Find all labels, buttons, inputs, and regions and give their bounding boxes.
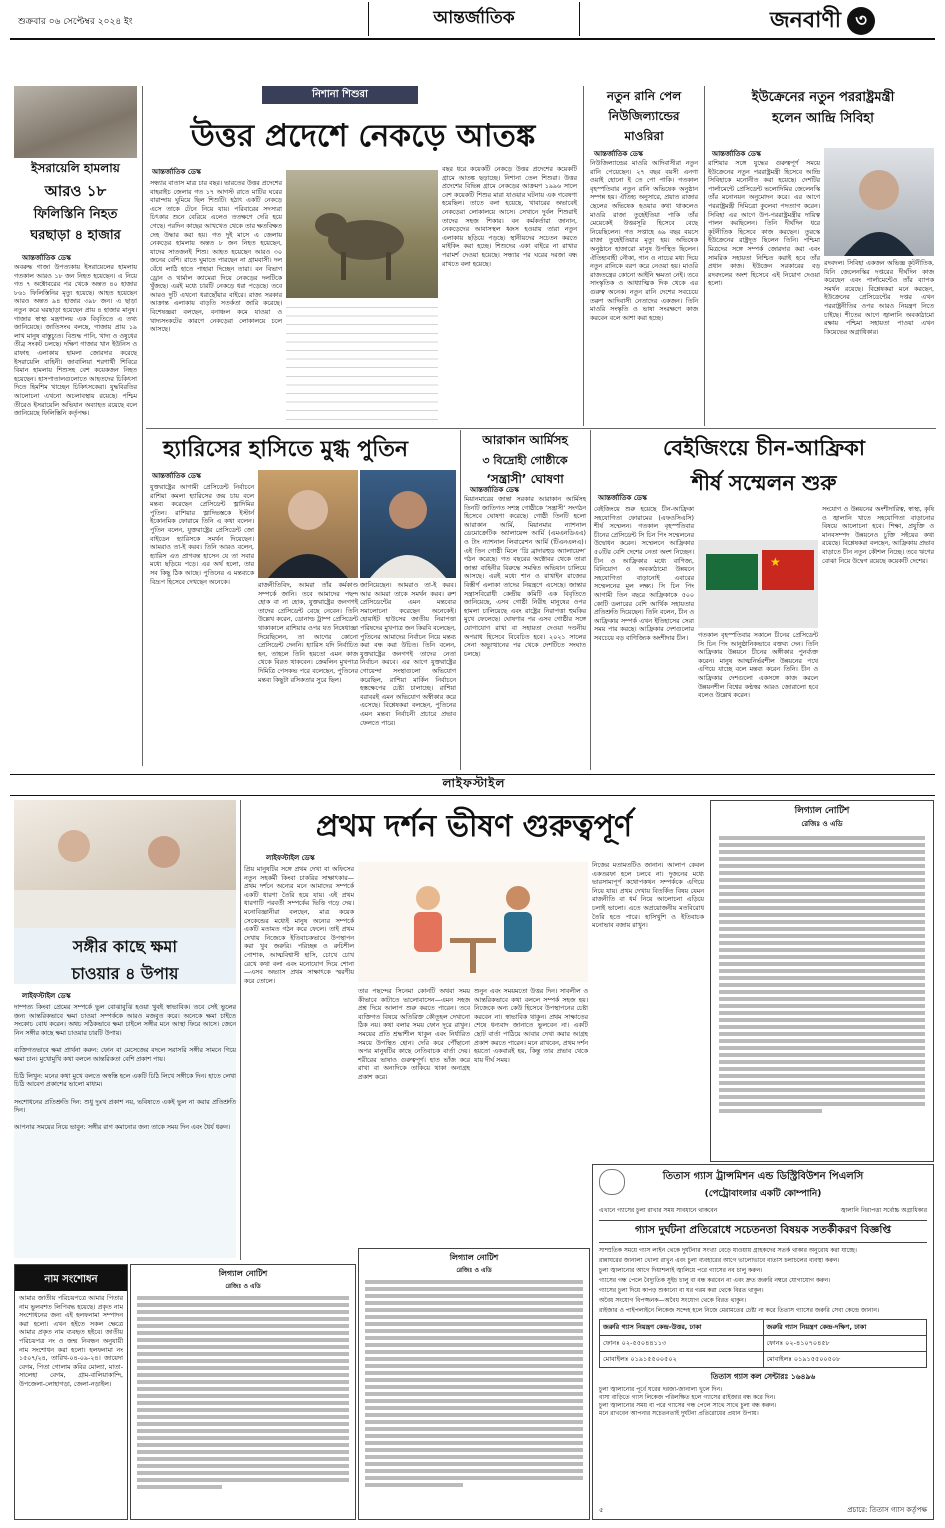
gas-company-sub: (পেট্রোবাংলার একটি কোম্পানি): [704, 1189, 822, 1199]
gas-point: চুলা জ্বালানোর আগে দিয়াশলাই জ্বালিয়ে পরে গ্যাসের নব চালু করুন।: [599, 1267, 763, 1274]
legal-notice-2-title: লিগ্যাল নোটিশ: [218, 1269, 268, 1278]
story1-headline-d: ঘরছাড়া ৪ হাজার: [30, 228, 121, 243]
col-divider-5: [590, 430, 591, 770]
col-divider-1: [142, 86, 143, 766]
gas-hotline: তিতাস গ্যাস কল সেন্টারঃ ১৬৪৯৬: [710, 1372, 816, 1381]
wolf-illustration: [286, 170, 438, 298]
masthead-logo: [770, 6, 930, 36]
story3-headline-b: নিউজিল্যান্ডের: [608, 109, 680, 123]
gas-contact-table: [599, 1319, 927, 1368]
name-correction-body: আমার জাতীয় পরিচয়পত্রে আমার পিতার নাম ভুলবশত লিপিবদ্ধ হয়েছে। প্রকৃত নাম সংশোধনের জন্য এই হলফনামা সম্পাদন করা হলো। এখন হইতে সকল ক্ষেত্রে আমার প্রকৃত নাম ব্যবহৃত হইবে। জাতীয় পরিচয়পত্র নং ও জন্ম নিবন্ধন অনুযায়ী নাম সংশোধন করা হলো। হলফনামা নং ১৫০৭/২৪, তারিখ-০৪-০৯-২৪। জায়েদা বেগম, পিতা গোলাম কবির মোল্যা, মাতা-সালেহা বেগম, গ্রাম-বালিয়াকান্দি, উপজেলা-লোহাগড়া, জেলা-নড়াইল।: [19, 1295, 126, 1388]
story1-headline-c: ফিলিস্তিনি নিহত: [33, 207, 118, 222]
story1-headline-b: আরও ১৮: [44, 182, 107, 200]
story2-body: সন্ধ্যার বাতাস মাত্র চার বছর। ভারতের উত্তর প্রদেশের বাহরাইচ জেলার গত ১৭ আগস্ট রাতে মাটির ঘরের বারান্দায় ঘুমিয়ে ছিল শিশুটি। হঠাৎ একটি নেকড়ে এসে তাকে টেনে নিয়ে যায়। পরিবারের সদস্যরা চিৎকার শুনে বেরিয়ে এলেও ততক্ষণে দেরি হয়ে গেছে। পরদিন কাছের আখখেত থেকে তার ক্ষতবিক্ষত দেহ উদ্ধার করা হয়। গত দুই মাসে এ জেলায় নেকড়ের হামলায় অন্তত ৮ জন নিহত হয়েছেন, যাদের সাতজনই শিশু। আহত হয়েছেন আরও ৩০ জনের বেশি। রাতে ঘুমাতে পারছেন না গ্রামবাসী। দল বেঁধে লাঠি হাতে পাহারা দিচ্ছেন তারা। বন বিভাগ ড্রোন ও থার্মাল ক্যামেরা দিয়ে নেকড়ের দলটিকে খুঁজছে। এরই মধ্যে চারটি নেকড়ে ধরা পড়েছে। তবে আরও দুটি এখনো ধরাছোঁয়ার বাইরে। রাজ্য সরকার আক্রান্ত এলাকায় বাড়তি সতর্কতা জারি করেছে। বিশেষজ্ঞরা বলছেন, বনাঞ্চল কমে যাওয়া ও খাদ্যসংকটের কারণে নেকড়েরা লোকালয়ে চলে আসছে।: [150, 180, 285, 334]
col-divider-2: [583, 86, 584, 426]
flags-illustration: [698, 540, 818, 628]
story2-headline: উত্তর প্রদেশে নেকড়ে আতঙ্ক: [190, 118, 536, 154]
gas-left-note: এখানে গ্যাসের চুলা রাখার সময় সাবধানে থাকবেন: [599, 1207, 718, 1214]
gaza-photo: [14, 86, 137, 158]
story7-headline-b: শীর্ষ সম্মেলন শুরু: [691, 471, 837, 495]
gas-ref: ৫: [599, 1506, 604, 1514]
gas-footer: প্রচারে: তিতাস গ্যাস কর্তৃপক্ষ: [847, 1506, 927, 1514]
story2-byline: আন্তর্জাতিক ডেস্ক: [152, 168, 201, 176]
wolf-photo: [286, 170, 438, 298]
name-correction-title: নাম সংশোধন: [44, 1274, 98, 1285]
story3-body: নিউজিল্যান্ডের মাওরি আদিবাসীরা নতুন রানি পেয়েছেন। ২৭ বছর বয়সী এনগা ওয়াই হোনো ই তে পো পাকি। গতকাল বৃহস্পতিবার নতুন রানি অভিষেক অনুষ্ঠান সম্পন্ন হয়। ঐতিহ্য অনুসারে, প্রয়াত রাজার ছেলের অভিষেক হওয়ার কথা থাকলেও মাওরি রাজা তুহেইতিয়া পাকি তাঁর মেয়েকেই উত্তরসূরি হিসেবে বেছে নিয়েছিলেন। গত সপ্তাহে ৬৯ বছর বয়সে রাজা তুহেইতিয়ার মৃত্যু হয়। অভিষেক অনুষ্ঠানে হাজারো মানুষ উপস্থিত ছিলেন। ঐতিহ্যবাহী নৌকা, গান ও নাচের মধ্য দিয়ে নতুন রানিকে বরণ করে নেওয়া হয়। মাওরি রাজতন্ত্রের কোনো আইনি ক্ষমতা নেই। তবে সাংস্কৃতিক ও আধ্যাত্মিক দিক থেকে এর গুরুত্ব অনেক। নতুন রানি দেশের সবচেয়ে তরুণ আদিবাসী নেতাদের একজন। তিনি মাওরি সংস্কৃতি ও ভাষা সংরক্ষণে কাজ করবেন বলে আশা করা হচ্ছে।: [590, 160, 701, 322]
section-label: [368, 2, 580, 36]
story8-body: দাম্পত্য কিংবা প্রেমের সম্পর্কে ভুল বোঝাবুঝি হওয়া খুবই স্বাভাবিক। তবে সেই ভুলের জন্য আন্তরিকভাবে ক্ষমা চাওয়া সম্পর্ককে আরও মজবুত করে। অনেকে ক্ষমা চাইতে সংকোচ বোধ করেন। অথচ সঠিকভাবে ক্ষমা চাইলে সঙ্গীর মনে আস্থা ফিরে আসে। জেনে নিন সঙ্গীর কাছে ক্ষমা চাওয়ার চারটি উপায়। ব্যক্তিগতভাবে ক্ষমা প্রার্থনা করুন: ফোন বা মেসেজের বদলে সরাসরি সঙ্গীর সামনে গিয়ে ক্ষমা চান। মুখোমুখি কথা বললে আন্তরিকতা বেশি প্রকাশ পায়। চিঠি লিখুন: মনের কথা মুখে বলতে অস্বস্তি হলে একটি চিঠি লিখে সঙ্গীকে দিন। হাতে লেখা চিঠি আবেগ প্রকাশের ভালো মাধ্যম। সংশোধনের প্রতিশ্রুতি দিন: শুধু দুঃখ প্রকাশ নয়, ভবিষ্যতে একই ভুল না করার প্রতিশ্রুতি দিন। আপনার সময়ের নিয়ে ভাবুন: সঙ্গীর রাগ কমানোর জন্য তাকে সময় দিন এবং ধৈর্য ধরুন।: [14, 1004, 236, 1258]
lifestyle-section-title: লাইফস্টাইল: [442, 776, 506, 790]
story5-body3: জানিয়েছেন। আমরাও তা-ই করব। আর আমরা তাকে সমর্থন করব। রুশ প্রেসিডেন্টের এমন মন্তব্যের সমালোচনা করেছেন অনেকেই। হোয়াইট হাউসের জাতীয় নিরাপত্তা পরিষদের মুখপাত্র জন কিরবি বলেছেন, পুতিনের আমাদের নির্বাচন নিয়ে মন্তব্য করা বন্ধ করা উচিত। তিনি বলেন, যুক্তরাষ্ট্রের জনগণই তাদের নেতা নির্বাচন করবে। এর আগে যুক্তরাষ্ট্রের গোয়েন্দা সংস্থাগুলো অভিযোগ করেছিল, রাশিয়া মার্কিন নির্বাচনে হস্তক্ষেপের চেষ্টা চালাচ্ছে। রাশিয়া বরাবরই এমন অভিযোগ অস্বীকার করে এসেছে। বিশ্লেষকরা বলছেন, পুতিনের এমন মন্তব্য নির্বাচনী প্রচারে প্রভাব ফেলতে পারে।: [360, 582, 459, 727]
story6-headline-c: ‘সন্ত্রাসী’ ঘোষণা: [486, 472, 564, 486]
gas-table-row: [600, 1335, 926, 1351]
cafe-couple-illustration: [358, 862, 588, 982]
gas-points: [599, 1247, 927, 1315]
name-correction: [14, 1264, 128, 1520]
page-number-badge: [847, 7, 875, 35]
story6-headline-a: আরাকান আর্মিসহ: [482, 433, 568, 447]
story2-body2: বছর ধরে কয়েকটি নেকড়ে উত্তর প্রদেশের কয়েকটি গ্রামে আতঙ্ক ছড়াচ্ছে। নিশানা তেল শিশুরা। উত্তর প্রদেশের বিভিন্ন গ্রামে নেকড়ের আক্রমণ ১৯৯৬ সালে বেশ কয়েকটি শিশুর মারা যাওয়ার ঘটনায় এক গবেষণা হয়েছিল। তাতে বলা হয়েছে, খাবারের অভাবেই নেকড়েরা লোকালয়ে আসে। সেখানে দুর্বল শিশুরাই তাদের সহজ শিকার। বন কর্মকর্তারা জানান, নেকড়েদের আবাসস্থল ধ্বংস হওয়ায় তারা নতুন এলাকায় ছড়িয়ে পড়ছে। স্থানীয়দের সচেতন করতে মাইকিং করা হচ্ছে। শিশুদের একা বাইরে না রাখার পরামর্শ দেওয়া হয়েছে। সন্ধ্যার পর ঘরের দরজা বন্ধ রাখতে বলা হয়েছে।: [442, 166, 580, 268]
legal-notice-3-text: [365, 1280, 583, 1487]
story1-body: অবরুদ্ধ গাজা উপত্যকায় ইসরায়েলের হামলায় গতকাল আরও ১৮ জন নিহত হয়েছেন। এ নিয়ে গত ৭ অক্টোবরের পর থেকে অন্তত ৪০ হাজার ৮৬১ ফিলিস্তিনির মৃত্যু হয়েছে। আহত হয়েছেন আরও অন্তত ৯৪ হাজার ৩৯৮ জন। এ ছাড়া নতুন করে ঘরছাড়া হয়েছেন প্রায় ৪ হাজার মানুষ। গাজার স্বাস্থ্য মন্ত্রণালয় এক বিবৃতিতে এ তথ্য জানিয়েছে। জাতিসংঘ বলছে, গাজায় প্রায় ১৯ লাখ মানুষ বাস্তুচ্যুত। বিশুদ্ধ পানি, খাদ্য ও ওষুধের তীব্র সংকট চলছে। দক্ষিণ গাজার খান ইউনিস ও রাফাহ এলাকায় হামলা জোরদার করেছে ইসরায়েলি বাহিনী। জাবালিয়া শরণার্থী শিবিরে বিমান হামলায় শিশুসহ বেশ কয়েকজন নিহত হয়েছেন। হাসপাতালগুলোতে আহতদের চিকিৎসা দিতে হিমশিম খাচ্ছেন চিকিৎসকেরা। যুদ্ধবিরতির আলোচনা এখনো অচলাবস্থায় রয়েছে। পশ্চিম তীরেও ইসরায়েলি অভিযান অব্যাহত রয়েছে বলে জানিয়েছে ফিলিস্তিনি কর্তৃপক্ষ।: [14, 264, 140, 418]
gas-table-cell: ফোনঃ ০২-৪১০৭০৪৫৮: [763, 1336, 927, 1351]
harris-photo: [360, 470, 456, 578]
story4-headline-b: হলেন আন্দ্রি সিবিহা: [772, 111, 874, 126]
rule-mid-1: [146, 428, 936, 429]
gas-table-cell: ফোনঃ ০২-৫৫০৪৪১১৩: [603, 1339, 667, 1347]
story3-headline-a: নতুন রানি পেল: [606, 89, 682, 103]
story2-kicker: নিশানা শিশুরা: [312, 88, 368, 100]
gas-tail-point: চুলা জ্বালানোর সময় বা পরে গ্যাসের গন্ধ পেলে সাথে সাথে চুলা বন্ধ করুন।: [599, 1402, 777, 1409]
gas-point: রাইজার ও পাইপলাইনে লিকেজ সন্দেহ হলে নিজে মেরামতের চেষ্টা না করে তিতাস গ্যাসের জরুরি সেবা কেন্দ্রে জানান।: [599, 1307, 880, 1314]
col-divider-3: [704, 86, 705, 426]
gas-point: গ্যাসের চুলা দিয়ে কাপড় শুকানো বা ঘর গরম করা থেকে বিরত থাকুন।: [599, 1287, 764, 1294]
story5-body: যুক্তরাষ্ট্রের আগামী প্রেসিডেন্ট নির্বাচনে রাশিয়া কমলা হ্যারিসের জয় চায় বলে মন্তব্য করেছেন প্রেসিডেন্ট ভ্লাদিমির পুতিন। রাশিয়ার ভ্লাদিভস্তকে ইস্টার্ন ইকোনমিক ফোরামে তিনি এ কথা বলেন। পুতিন বলেন, যুক্তরাষ্ট্রের প্রেসিডেন্ট জো বাইডেন হ্যারিসকে সমর্থন দিয়েছেন। আমরাও তা-ই করব। তিনি আরও বলেন, হ্যারিস এত প্রাণবন্ত হাসেন যে তা সবার মধ্যে ছড়িয়ে পড়ে। এর অর্থ হলো, তার সব কিছু ঠিক আছে। পুতিনের এ মন্তব্যকে বিদ্রূপ হিসেবে দেখছেন অনেকে।: [150, 484, 257, 586]
story6-headline: [464, 432, 586, 491]
legal-notice-1-subtitle: রেজিঃ ও এডি: [801, 820, 843, 828]
story1-headline-a: ইসরায়েলি হামলায়: [31, 161, 120, 175]
story7-body3: সংযোগ ও উন্নয়নের অংশীদারিত্ব, স্বাস্থ্য, কৃষি ও জ্বালানি খাতে সহযোগিতা বাড়ানোর বিষয়ে আলোচনা হবে। শিক্ষা, প্রযুক্তি ও মানবসম্পদ উন্নয়নেও চুক্তি সইয়ের কথা রয়েছে। বিশ্লেষকরা বলছেন, আফ্রিকায় প্রভাব বাড়াতে চীন নতুন কৌশল নিচ্ছে। তবে ঋণের বোঝা নিয়ে উদ্বেগ রয়েছে কয়েকটি দেশের।: [822, 506, 937, 565]
legal-notice-3-title: লিগ্যাল নোটিশ: [449, 1253, 499, 1262]
col-divider-6: [240, 800, 241, 1260]
story4-body2: রদবদল। সিবিহা একজন অভিজ্ঞ কূটনীতিক, যিনি জেলেনস্কির দপ্তরের দীর্ঘদিন কাজ করেছেন এবং পার্লামেন্টেও তাঁর ব্যাপক সমর্থন রয়েছে। বিশ্লেষকরা মনে করছেন, ইউক্রেনের প্রেসিডেন্টের দপ্তর এখন পররাষ্ট্রনীতির ওপর আরও নিয়ন্ত্রণ নিতে চাইছে। শীতের আগে জ্বালানি অবকাঠামো রক্ষায় পশ্চিমা সহায়তা পাওয়া এখন কিয়েভের অগ্রাধিকার।: [824, 260, 937, 336]
story4-byline: আন্তর্জাতিক ডেস্ক: [712, 150, 761, 158]
svg-text:★: ★: [770, 555, 781, 569]
story6-body: মিয়ানমারের জান্তা সরকার আরাকান আর্মিসহ তিনটি জাতিগত সশস্ত্র গোষ্ঠীকে ‘সন্ত্রাসী’ সংগঠন হিসেবে ঘোষণা করেছে। গোষ্ঠী তিনটি হলো আরাকান আর্মি, মিয়ানমার ন্যাশনাল ডেমোক্রেটিক অ্যালায়েন্স আর্মি (এমএনডিএএ) ও টাং ন্যাশনাল লিবারেশন আর্মি (টিএনএলএ)। এই তিন গোষ্ঠী মিলে ‘থ্রি ব্রাদারহুড অ্যালায়েন্স’ গঠন করেছে। গত বছরের অক্টোবর থেকে তারা জান্তা বাহিনীর বিরুদ্ধে সমন্বিত অভিযান চালিয়ে আসছে। এরই মধ্যে শান ও রাখাইন রাজ্যের বিস্তীর্ণ এলাকা তাদের নিয়ন্ত্রণে এসেছে। জান্তার সন্ত্রাসবিরোধী কেন্দ্রীয় কমিটি এক বিবৃতিতে জানিয়েছে, এসব গোষ্ঠী নিরীহ মানুষের ওপর হামলা চালিয়েছে এবং রাষ্ট্রের নিরাপত্তা হুমকির মুখে ফেলেছে। ঘোষণার পর এসব গোষ্ঠীর সঙ্গে যোগাযোগ রাখা বা সহায়তা দেওয়া দণ্ডনীয় অপরাধ হিসেবে বিবেচিত হবে। ২০২১ সালের সেনা অভ্যুত্থানের পর থেকে দেশটিতে সংঘাত চলছে।: [464, 496, 589, 658]
story4-headline: [708, 88, 938, 130]
couple-photo: [14, 800, 236, 928]
couple-illustration: [14, 800, 236, 928]
story7-body2: গতকাল বৃহস্পতিবার সকালে চীনের প্রেসিডেন্ট সি চিন পিং আনুষ্ঠানিকভাবে বক্তব্য দেন। তিনি আফ্রিকার উন্নয়নে চীনের অঙ্গীকার পুনর্ব্যক্ত করেন। মানুষ আত্মনির্ভরশীল উন্নয়নের পথে এগিয়ে যাচ্ছে বলে মন্তব্য করেন তিনি। চীন ও আফ্রিকার দেশগুলো একসঙ্গে কাজ করলে উন্নয়নশীল বিশ্বের কণ্ঠস্বর আরও জোরালো হবে বলেও উল্লেখ করেন।: [698, 632, 821, 700]
putin-photo: [258, 470, 358, 578]
gas-point: গ্যাসের গন্ধ পেলে বৈদ্যুতিক সুইচ চালু বা বন্ধ করবেন না এবং দ্রুত জরুরি নম্বরে যোগাযোগ করুন।: [599, 1277, 831, 1284]
story2-body-continue: [286, 302, 438, 420]
masthead-rule: [10, 38, 935, 40]
lifestyle-band: [14, 777, 934, 793]
story5-byline: আন্তর্জাতিক ডেস্ক: [152, 472, 201, 480]
story6-byline: আন্তর্জাতিক ডেস্ক: [470, 486, 519, 494]
gas-tail-point: চুলা জ্বালানোর পূর্বে ঘরের দরজা-জানালা খুলে দিন।: [599, 1386, 723, 1393]
name-correction-title-box: [15, 1265, 127, 1291]
gas-point: অবৈধ সংযোগ বিপজ্জনক—অবৈধ সংযোগ থেকে বিরত থাকুন।: [599, 1297, 746, 1304]
lifestyle-body3: শুনুন এবং সময়মতো উত্তর দিন। সাবলীল ও আন্তরিকভাবে কথা বললে সম্পর্ক সহজ হয়। নিজেকে অন্য কেউ হিসেবে উপস্থাপনের চেষ্টা করবেন না। স্বাভাবিক থাকুন। প্রথম সাক্ষাতের শেষে ধন্যবাদ জানাতে ভুলবেন না। একটি ছোট বার্তা পাঠিয়ে আবার দেখা করার আগ্রহ প্রকাশ করতে পারেন। মনে রাখবেন, প্রথম দর্শন হয়তো একবারই হয়, কিন্তু তার প্রভাব থেকে যায় দীর্ঘ সময়।: [474, 988, 591, 1064]
legal-notice-2-text: [137, 1296, 349, 1489]
portrait-illustration: [824, 148, 934, 256]
logo-text: জনবাণী: [770, 7, 842, 33]
gas-company: তিতাস গ্যাস ট্রান্সমিশন এন্ড ডিস্ট্রিবিউশন পিএলসি: [662, 1171, 864, 1182]
story8-headline-a: সঙ্গীর কাছে ক্ষমা: [72, 937, 178, 956]
gas-title: গ্যাস দুর্ঘটনা প্রতিরোধে সচেতনতা বিষয়ক সতর্কীকরণ বিজ্ঞপ্তি: [599, 1220, 927, 1243]
lifestyle-body2: তার পছন্দের সিনেমা কোনটি অথবা সময় কীভাবে কাটাতে ভালোবাসেন—এমন সহজ প্রশ্ন দিয়ে আলাপ শুরু করতে পারেন। তবে ব্যক্তিগত বিষয়ে অতিরিক্ত কৌতূহল দেখানো ঠিক নয়। কথা বলার সময় ফোন দূরে রাখুন। সময়ের প্রতি শ্রদ্ধাশীল থাকুন এবং নির্ধারিত সময়ে উপস্থিত হোন। দেরি করে পৌঁছানো অপর মানুষটির কাছে নেতিবাচক বার্তা দেয়। শরীরের ভাষাও গুরুত্বপূর্ণ। হাত ভাঁজ করে রাখা বা অন্যদিকে তাকিয়ে থাকা অনাগ্রহ প্রকাশ করে।: [358, 988, 473, 1081]
gas-table-row: [600, 1351, 926, 1367]
rule-lifestyle-bottom: [10, 795, 935, 796]
story8-byline: লাইফস্টাইল ডেস্ক: [22, 992, 71, 1000]
page-number: ৩: [855, 9, 867, 31]
story5-headline: হ্যারিসের হাসিতে মুগ্ধ পুতিন: [162, 437, 409, 462]
story7-headline-a: বেইজিংয়ে চীন-আফ্রিকা: [663, 436, 865, 460]
gas-point: রান্নাঘরের জানালা খোলা রাখুন এবং চুলা ব্যবহারের আগে ভালোভাবে বাতাস চলাচলের ব্যবস্থা করুন।: [599, 1257, 840, 1264]
story3-headline-c: মাওরিরা: [624, 129, 664, 143]
date-illustration: [358, 862, 588, 982]
col-divider-4: [460, 430, 461, 770]
story3-byline: আন্তর্জাতিক ডেস্ক: [594, 150, 643, 158]
legal-notice-3: [358, 1248, 590, 1520]
gas-table-header: [600, 1320, 926, 1335]
gas-point: সাম্প্রতিক সময়ে গ্যাস লাইন থেকে দুর্ঘটনার সংখ্যা বেড়ে যাওয়ায় গ্রাহকদের সতর্ক থাকার অনুরোধ করা যাচ্ছে।: [599, 1247, 857, 1254]
putin-illustration: [258, 470, 358, 578]
gas-table-cell: মোবাইলঃ ০১৯১৫৫০০৫০২: [603, 1355, 677, 1363]
lifestyle-byline: লাইফস্টাইল ডেস্ক: [266, 854, 315, 862]
gas-table-header-cell: জরুরি গ্যাস নিয়ন্ত্রণ কেন্দ্র-দক্ষিণ, ঢাকা: [763, 1320, 927, 1335]
masthead-date: শুক্রবার ০৬ সেপ্টেম্বর ২০২৪ ইং: [18, 17, 133, 27]
gas-right-note: জ্বালানি নিরাপত্তা সর্বোচ্চ অগ্রাধিকার: [840, 1207, 927, 1214]
story8-headline-box: [14, 928, 236, 984]
legal-notice-3-subtitle: রেজিঃ ও এডি: [456, 1267, 492, 1274]
lifestyle-body4: নিজের মতামতটিও জানান। আলাপ কেবল একতরফা হলে চলবে না। দুজনের মধ্যে ভারসাম্যপূর্ণ কথোপকথন সম্পর্ককে এগিয়ে নিয়ে যায়। প্রথম দেখায় বিতর্কিত বিষয় যেমন রাজনীতি বা ধর্ম নিয়ে আলোচনা এড়িয়ে চলাই ভালো। এতে অপ্রয়োজনীয় মতবিরোধ তৈরি হতে পারে। হাসিখুশি ও ইতিবাচক মনোভাব বজায় রাখুন।: [592, 862, 707, 930]
gas-tail-point: মনে রাখবেন আপনার সচেতনতাই দুর্ঘটনা প্রতিরোধের প্রধান উপায়।: [599, 1410, 759, 1417]
lifestyle-body: প্রিয় মানুষটির সঙ্গে প্রথম দেখা বা অফিসের নতুন সহকর্মী কিংবা চাকরির সাক্ষাৎকার—প্রথম দর্শনে অন্যের মনে আমাদের সম্পর্কে একটি ধারণা তৈরি হয়ে যায়। এই প্রথম ধারণাটি পরবর্তী সম্পর্কের ভিত্তি গড়ে দেয়। মনোবিজ্ঞানীরা বলছেন, মাত্র কয়েক সেকেন্ডের মধ্যেই মানুষ অন্যের সম্পর্কে একটি মতামত গঠন করে ফেলে। তাই প্রথম দেখায় নিজেকে ইতিবাচকভাবে উপস্থাপন করা খুব জরুরি। পরিচ্ছন্ন ও রুচিশীল পোশাক, আত্মবিশ্বাসী হাসি, চোখে চোখ রেখে কথা বলা এবং মনোযোগ দিয়ে শোনা—এসব অভ্যাস প্রথম সাক্ষাৎকে স্মরণীয় করে তোলে।: [244, 866, 357, 985]
story1-headline: [14, 160, 137, 247]
legal-notice-1: [710, 800, 934, 1162]
gas-table-header-cell: জরুরি গ্যাস নিয়ন্ত্রণ কেন্দ্র-উত্তর, ঢাকা: [603, 1323, 702, 1331]
legal-notice-1-text: [719, 836, 925, 1113]
story3-headline: [590, 88, 698, 148]
gas-notes: [599, 1205, 927, 1216]
legal-notice-2: [130, 1264, 356, 1520]
story7-body: বেইজিংয়ে শুরু হয়েছে চীন-আফ্রিকা সহযোগিতা ফোরামের (এফওসিএসি) শীর্ষ সম্মেলন। গতকাল বৃহস্পতিবার চীনের প্রেসিডেন্ট সি চিন পিং সম্মেলনের উদ্বোধন করেন। সম্মেলনে আফ্রিকার ৫০টির বেশি দেশের নেতা অংশ নিচ্ছেন। চীন ও আফ্রিকার মধ্যে বাণিজ্য, বিনিয়োগ ও অবকাঠামো উন্নয়নে সহযোগিতা বাড়ানোই এবারের সম্মেলনের মূল লক্ষ্য। সি চিন পিং আগামী তিন বছরে আফ্রিকাকে ৫০০ কোটি ডলারের বেশি আর্থিক সহায়তার প্রতিশ্রুতি দিয়েছেন। তিনি বলেন, চীন ও আফ্রিকার সম্পর্ক এখন ইতিহাসের সেরা সময় পার করছে। আফ্রিকার দেশগুলোর সবচেয়ে বড় বাণিজ্যিক অংশীদার চীন।: [594, 506, 697, 642]
sybiha-photo: [824, 148, 934, 256]
legal-notice-1-title: লিগ্যাল নোটিশ: [794, 806, 850, 816]
flags-photo: [698, 540, 818, 628]
story7-byline: আন্তর্জাতিক ডেস্ক: [598, 494, 647, 502]
gas-logo: [599, 1169, 625, 1195]
harris-illustration: [360, 470, 456, 578]
legal-notice-2-subtitle: রেজিঃ ও এডি: [225, 1283, 261, 1290]
section-title: আন্তর্জাতিক: [433, 8, 515, 28]
story4-body: রাশিয়ার সঙ্গে যুদ্ধের গুরুত্বপূর্ণ সময়ে ইউক্রেনের নতুন পররাষ্ট্রমন্ত্রী হিসেবে আন্দ্রি সিবিহাকে মনোনীত করা হয়েছে। দেশটির পার্লামেন্টে প্রেসিডেন্ট ভলোদিমির জেলেনস্কি তাঁর মনোনয়ন অনুমোদন করে। এর আগে পররাষ্ট্রমন্ত্রী দিমিত্রো কুলেবা পদত্যাগ করেন। সিবিহা এর আগে উপ-পররাষ্ট্রমন্ত্রীর দায়িত্ব পালন করছিলেন। তিনি দীর্ঘদিন ধরে কূটনীতিক হিসেবে কাজ করছেন। তুরস্কে ইউক্রেনের রাষ্ট্রদূত ছিলেন তিনি। পশ্চিমা মিত্রদের সঙ্গে সম্পর্ক জোরদার করা এবং সামরিক সহায়তা নিশ্চিত করাই হবে তাঁর প্রধান কাজ। ইউক্রেন সরকারের বড় রদবদলের অংশ হিসেবে এই নিয়োগ দেওয়া হলো।: [708, 160, 823, 288]
gas-ad: [592, 1164, 934, 1520]
gas-table-cell: মোবাইলঃ ০১৯১৫৫০০৫০৮: [763, 1352, 927, 1367]
story2-kicker-box: [262, 86, 418, 104]
story5-body2: রাজনীতিবিদ, আমরা তাঁর কর্মকাণ্ড সম্পর্কে জানি। তবে আমাদের পছন্দ হোক বা না হোক, যুক্তরাষ্ট্রের জনগণই তাদের প্রেসিডেন্ট বেছে নেবেন। তিনি উল্লেখ করেন, ডোনাল্ড ট্রাম্প প্রেসিডেন্ট থাকাকালে রাশিয়ার ওপর যত নিষেধাজ্ঞা দিয়েছিলেন, তা আগের কোনো প্রেসিডেন্ট দেননি। হ্যারিস যদি নির্বাচিত হন, তাহলে তিনি হয়তো এমন কাজ থেকে বিরত থাকবেন। ক্রেমলিন মুখপাত্র দিমিত্রি পেসকভ পরে বলেছেন, পুতিনের মন্তব্য কিছুটা রসিকতার সুরে ছিল।: [258, 582, 361, 684]
story1-byline: আন্তর্জাতিক ডেস্ক: [22, 254, 71, 262]
story8-headline-b: চাওয়ার ৪ উপায়: [71, 964, 179, 983]
gas-tail-point: বাসা বাড়িতে গ্যাস লিকেজ পরিলক্ষিত হলে গ্যাসের রাইজার বন্ধ করে দিন।: [599, 1394, 776, 1401]
gas-tail-points: [599, 1386, 927, 1418]
story6-headline-b: ৩ বিদ্রোহী গোষ্ঠীকে: [482, 454, 568, 467]
lifestyle-headline: প্রথম দর্শন ভীষণ গুরুত্বপূর্ণ: [315, 809, 633, 844]
story4-headline-a: ইউক্রেনের নতুন পররাষ্ট্রমন্ত্রী: [751, 90, 895, 105]
